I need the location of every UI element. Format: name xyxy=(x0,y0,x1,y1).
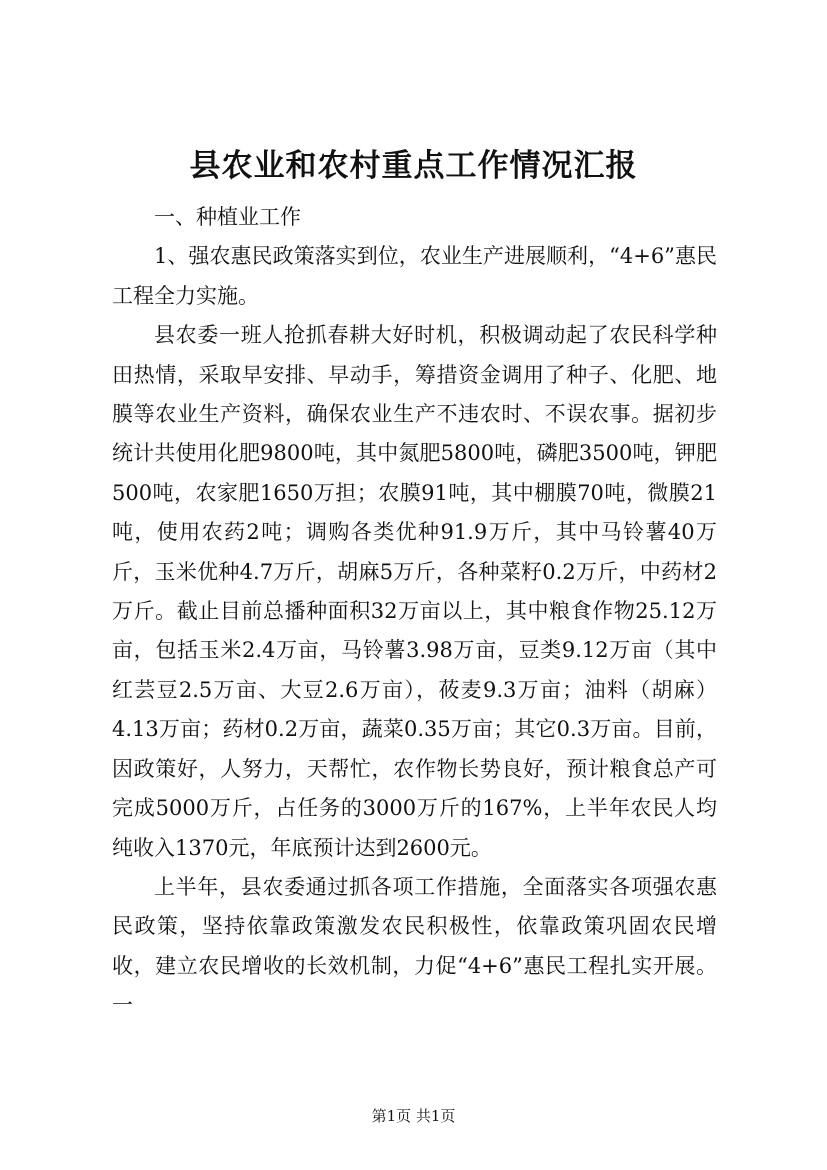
document-title: 县农业和农村重点工作情况汇报 xyxy=(189,148,638,184)
page-number-footer: 第1页 共1页 xyxy=(371,1107,456,1125)
paragraph-3: 上半年，县农委通过抓各项工作措施，全面落实各项强农惠民政策，坚持依靠政策激发农民积极性，依靠政策巩固农民增收，建立农民增收的长效机制，力促“4+6”惠民工程扎实开展。一 xyxy=(112,874,717,1018)
paragraph-1: 1、强农惠民政策落实到位，农业生产进展顺利，“4+6”惠民工程全力实施。 xyxy=(112,244,717,308)
section-heading: 一、种植业工作 xyxy=(154,205,301,229)
paragraph-2: 县农委一班人抢抓春耕大好时机，积极调动起了农民科学种田热情，采取早安排、早动手，筹措资金调用了种子、化肥、地膜等农业生产资料，确保农业生产不违农时、不误农事。据初步统计共使用化肥9800吨，其中氮肥5800吨，磷肥3500吨，钾肥500吨，农家肥1650万担；农膜91吨，其中棚膜70吨，微膜21吨，使用农药2吨；调购各类优种91.9万斤，其中马铃薯40万斤，玉米优种4.7万斤，胡麻5万斤，各种菜籽0.2万斤，中药材2万斤。截止目前总播种面积32万亩以上，其中粮食作物25.12万亩，包括玉米2.4万亩，马铃薯3.98万亩，豆类9.12万亩（其中红芸豆2.5万亩、大豆2.6万亩），莜麦9.3万亩；油料（胡麻）4.13万亩；药材0.2万亩，蔬菜0.35万亩；其它0.3万亩。目前，因政策好，人努力，天帮忙，农作物长势良好，预计粮食总产可完成5000万斤，占任务的3000万斤的167%，上半年农民人均纯收入1370元，年底预计达到2600元。 xyxy=(112,323,717,860)
document-body xyxy=(112,198,717,1026)
